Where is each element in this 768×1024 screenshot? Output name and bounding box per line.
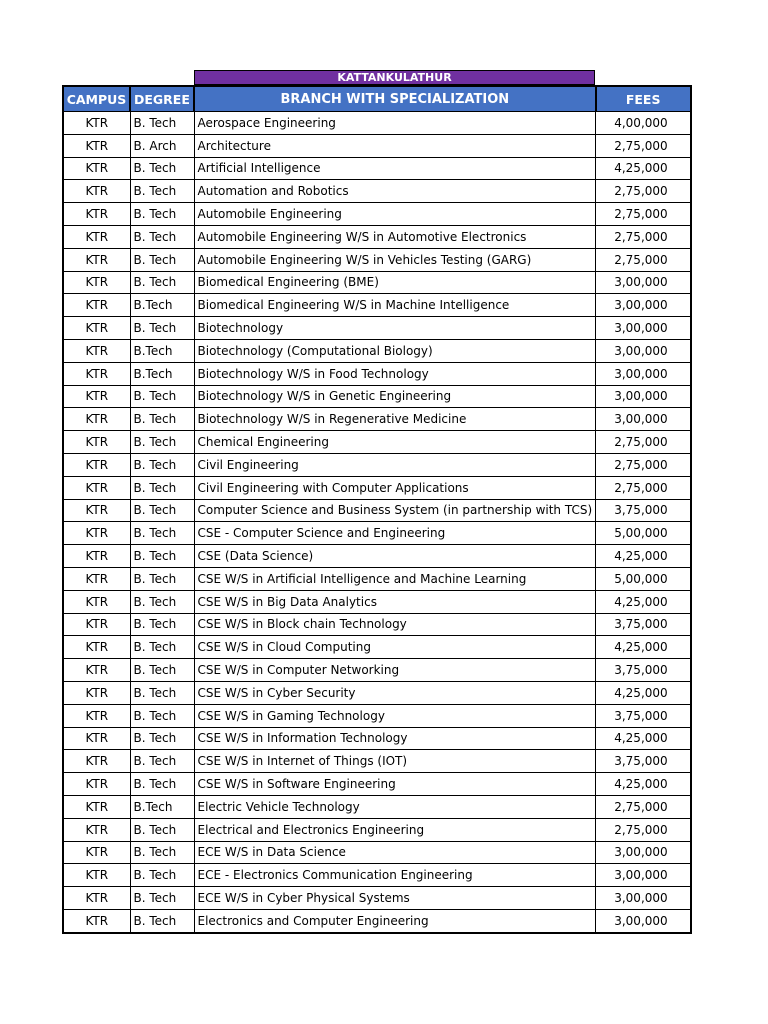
table-row xyxy=(63,567,691,590)
cell-fees: 2,75,000 xyxy=(596,248,691,271)
cell-fees: 3,75,000 xyxy=(596,659,691,682)
cell-fees: 2,75,000 xyxy=(596,818,691,841)
cell-campus: KTR xyxy=(63,636,130,659)
cell-fees: 3,75,000 xyxy=(596,499,691,522)
cell-fees: 4,00,000 xyxy=(596,112,691,135)
cell-branch: ECE W/S in Data Science xyxy=(194,841,596,864)
cell-degree: B. Tech xyxy=(130,385,194,408)
cell-campus: KTR xyxy=(63,294,130,317)
cell-degree: B. Tech xyxy=(130,476,194,499)
cell-campus: KTR xyxy=(63,613,130,636)
cell-degree: B. Tech xyxy=(130,864,194,887)
cell-branch: CSE W/S in Software Engineering xyxy=(194,773,596,796)
cell-campus: KTR xyxy=(63,180,130,203)
cell-branch: Electric Vehicle Technology xyxy=(194,795,596,818)
cell-branch: Automobile Engineering W/S in Automotive Electronics xyxy=(194,225,596,248)
cell-degree: B. Tech xyxy=(130,750,194,773)
table-row xyxy=(63,180,691,203)
table-row xyxy=(63,157,691,180)
cell-degree: B. Tech xyxy=(130,453,194,476)
cell-degree: B. Tech xyxy=(130,499,194,522)
table-row xyxy=(63,112,691,135)
cell-branch: CSE W/S in Cyber Security xyxy=(194,681,596,704)
table-row xyxy=(63,294,691,317)
cell-branch: Biomedical Engineering W/S in Machine Intelligence xyxy=(194,294,596,317)
cell-campus: KTR xyxy=(63,431,130,454)
cell-degree: B.Tech xyxy=(130,339,194,362)
table-body xyxy=(63,112,691,933)
cell-branch: Computer Science and Business System (in partnership with TCS) xyxy=(194,499,596,522)
table-row xyxy=(63,248,691,271)
cell-degree: B. Tech xyxy=(130,225,194,248)
table-row xyxy=(63,225,691,248)
cell-campus: KTR xyxy=(63,453,130,476)
cell-degree: B.Tech xyxy=(130,362,194,385)
cell-branch: Civil Engineering with Computer Applications xyxy=(194,476,596,499)
cell-branch: CSE W/S in Gaming Technology xyxy=(194,704,596,727)
cell-branch: Biotechnology W/S in Genetic Engineering xyxy=(194,385,596,408)
cell-fees: 3,00,000 xyxy=(596,408,691,431)
table-row xyxy=(63,590,691,613)
cell-degree: B. Tech xyxy=(130,157,194,180)
table-row xyxy=(63,499,691,522)
cell-fees: 2,75,000 xyxy=(596,795,691,818)
table-row xyxy=(63,887,691,910)
table-row xyxy=(63,795,691,818)
cell-fees: 3,00,000 xyxy=(596,339,691,362)
header-branch: BRANCH WITH SPECIALIZATION xyxy=(194,86,596,112)
cell-branch: CSE W/S in Block chain Technology xyxy=(194,613,596,636)
cell-degree: B. Tech xyxy=(130,704,194,727)
cell-degree: B. Tech xyxy=(130,522,194,545)
cell-fees: 5,00,000 xyxy=(596,522,691,545)
fees-table xyxy=(62,85,692,934)
cell-campus: KTR xyxy=(63,567,130,590)
cell-campus: KTR xyxy=(63,385,130,408)
cell-degree: B. Arch xyxy=(130,134,194,157)
cell-campus: KTR xyxy=(63,499,130,522)
cell-degree: B. Tech xyxy=(130,180,194,203)
cell-fees: 3,00,000 xyxy=(596,909,691,932)
cell-branch: Artificial Intelligence xyxy=(194,157,596,180)
campus-banner: KATTANKULATHUR xyxy=(194,70,595,85)
table-header xyxy=(63,86,691,112)
cell-campus: KTR xyxy=(63,727,130,750)
cell-degree: B.Tech xyxy=(130,294,194,317)
cell-branch: Biotechnology W/S in Regenerative Medicine xyxy=(194,408,596,431)
cell-degree: B. Tech xyxy=(130,431,194,454)
cell-campus: KTR xyxy=(63,887,130,910)
cell-fees: 3,00,000 xyxy=(596,317,691,340)
cell-fees: 2,75,000 xyxy=(596,476,691,499)
cell-fees: 2,75,000 xyxy=(596,453,691,476)
cell-campus: KTR xyxy=(63,841,130,864)
cell-branch: Electronics and Computer Engineering xyxy=(194,909,596,932)
cell-degree: B. Tech xyxy=(130,248,194,271)
cell-campus: KTR xyxy=(63,248,130,271)
table-row xyxy=(63,704,691,727)
cell-branch: CSE W/S in Artificial Intelligence and Machine Learning xyxy=(194,567,596,590)
cell-campus: KTR xyxy=(63,750,130,773)
cell-fees: 3,75,000 xyxy=(596,750,691,773)
table-row xyxy=(63,271,691,294)
table-row xyxy=(63,909,691,932)
table-row xyxy=(63,818,691,841)
cell-fees: 2,75,000 xyxy=(596,134,691,157)
cell-degree: B. Tech xyxy=(130,408,194,431)
cell-branch: Biomedical Engineering (BME) xyxy=(194,271,596,294)
cell-campus: KTR xyxy=(63,522,130,545)
cell-campus: KTR xyxy=(63,659,130,682)
cell-degree: B.Tech xyxy=(130,795,194,818)
cell-campus: KTR xyxy=(63,795,130,818)
cell-fees: 3,00,000 xyxy=(596,385,691,408)
cell-fees: 4,25,000 xyxy=(596,681,691,704)
cell-branch: Chemical Engineering xyxy=(194,431,596,454)
cell-branch: CSE W/S in Internet of Things (IOT) xyxy=(194,750,596,773)
cell-degree: B. Tech xyxy=(130,271,194,294)
cell-branch: CSE W/S in Cloud Computing xyxy=(194,636,596,659)
cell-fees: 3,00,000 xyxy=(596,362,691,385)
cell-degree: B. Tech xyxy=(130,681,194,704)
table-row xyxy=(63,750,691,773)
cell-campus: KTR xyxy=(63,112,130,135)
cell-campus: KTR xyxy=(63,225,130,248)
table-row xyxy=(63,841,691,864)
cell-fees: 3,00,000 xyxy=(596,841,691,864)
table-row xyxy=(63,864,691,887)
cell-branch: Biotechnology W/S in Food Technology xyxy=(194,362,596,385)
cell-branch: CSE W/S in Big Data Analytics xyxy=(194,590,596,613)
header-row xyxy=(63,86,691,112)
cell-degree: B. Tech xyxy=(130,636,194,659)
header-degree: DEGREE xyxy=(130,86,194,112)
header-campus: CAMPUS xyxy=(63,86,130,112)
table-row xyxy=(63,659,691,682)
cell-degree: B. Tech xyxy=(130,887,194,910)
cell-fees: 2,75,000 xyxy=(596,431,691,454)
cell-branch: ECE W/S in Cyber Physical Systems xyxy=(194,887,596,910)
table-row xyxy=(63,362,691,385)
table-row xyxy=(63,545,691,568)
cell-degree: B. Tech xyxy=(130,112,194,135)
table-row xyxy=(63,408,691,431)
cell-degree: B. Tech xyxy=(130,841,194,864)
cell-branch: CSE - Computer Science and Engineering xyxy=(194,522,596,545)
cell-branch: Biotechnology xyxy=(194,317,596,340)
cell-campus: KTR xyxy=(63,864,130,887)
cell-branch: Civil Engineering xyxy=(194,453,596,476)
cell-branch: ECE - Electronics Communication Engineering xyxy=(194,864,596,887)
cell-branch: Automation and Robotics xyxy=(194,180,596,203)
cell-campus: KTR xyxy=(63,590,130,613)
table-row xyxy=(63,385,691,408)
cell-degree: B. Tech xyxy=(130,613,194,636)
cell-fees: 3,75,000 xyxy=(596,613,691,636)
table-row xyxy=(63,203,691,226)
table-row xyxy=(63,339,691,362)
cell-campus: KTR xyxy=(63,271,130,294)
cell-degree: B. Tech xyxy=(130,909,194,932)
cell-branch: Aerospace Engineering xyxy=(194,112,596,135)
cell-fees: 3,00,000 xyxy=(596,294,691,317)
cell-campus: KTR xyxy=(63,203,130,226)
table-row xyxy=(63,613,691,636)
cell-branch: CSE W/S in Information Technology xyxy=(194,727,596,750)
cell-fees: 4,25,000 xyxy=(596,590,691,613)
cell-branch: CSE (Data Science) xyxy=(194,545,596,568)
cell-branch: Architecture xyxy=(194,134,596,157)
cell-campus: KTR xyxy=(63,134,130,157)
cell-campus: KTR xyxy=(63,909,130,932)
cell-campus: KTR xyxy=(63,476,130,499)
cell-degree: B. Tech xyxy=(130,545,194,568)
header-fees: FEES xyxy=(596,86,691,112)
cell-degree: B. Tech xyxy=(130,590,194,613)
cell-campus: KTR xyxy=(63,317,130,340)
cell-campus: KTR xyxy=(63,704,130,727)
cell-fees: 3,75,000 xyxy=(596,704,691,727)
cell-degree: B. Tech xyxy=(130,567,194,590)
table-row xyxy=(63,134,691,157)
cell-degree: B. Tech xyxy=(130,659,194,682)
cell-degree: B. Tech xyxy=(130,727,194,750)
table-row xyxy=(63,773,691,796)
cell-fees: 3,00,000 xyxy=(596,271,691,294)
cell-campus: KTR xyxy=(63,408,130,431)
cell-campus: KTR xyxy=(63,157,130,180)
cell-degree: B. Tech xyxy=(130,773,194,796)
table-row xyxy=(63,681,691,704)
cell-fees: 4,25,000 xyxy=(596,157,691,180)
cell-fees: 4,25,000 xyxy=(596,545,691,568)
cell-branch: Automobile Engineering xyxy=(194,203,596,226)
cell-degree: B. Tech xyxy=(130,203,194,226)
cell-fees: 3,00,000 xyxy=(596,864,691,887)
cell-campus: KTR xyxy=(63,773,130,796)
cell-fees: 5,00,000 xyxy=(596,567,691,590)
table-row xyxy=(63,522,691,545)
table-row xyxy=(63,317,691,340)
cell-campus: KTR xyxy=(63,681,130,704)
cell-degree: B. Tech xyxy=(130,317,194,340)
cell-campus: KTR xyxy=(63,362,130,385)
cell-degree: B. Tech xyxy=(130,818,194,841)
cell-fees: 2,75,000 xyxy=(596,225,691,248)
cell-campus: KTR xyxy=(63,818,130,841)
cell-fees: 4,25,000 xyxy=(596,773,691,796)
cell-fees: 4,25,000 xyxy=(596,727,691,750)
table-row xyxy=(63,453,691,476)
cell-fees: 3,00,000 xyxy=(596,887,691,910)
cell-fees: 4,25,000 xyxy=(596,636,691,659)
table-row xyxy=(63,431,691,454)
cell-branch: CSE W/S in Computer Networking xyxy=(194,659,596,682)
cell-campus: KTR xyxy=(63,339,130,362)
cell-fees: 2,75,000 xyxy=(596,180,691,203)
table-row xyxy=(63,476,691,499)
table-row xyxy=(63,727,691,750)
cell-branch: Biotechnology (Computational Biology) xyxy=(194,339,596,362)
cell-fees: 2,75,000 xyxy=(596,203,691,226)
table-row xyxy=(63,636,691,659)
cell-branch: Automobile Engineering W/S in Vehicles Testing (GARG) xyxy=(194,248,596,271)
cell-campus: KTR xyxy=(63,545,130,568)
cell-branch: Electrical and Electronics Engineering xyxy=(194,818,596,841)
